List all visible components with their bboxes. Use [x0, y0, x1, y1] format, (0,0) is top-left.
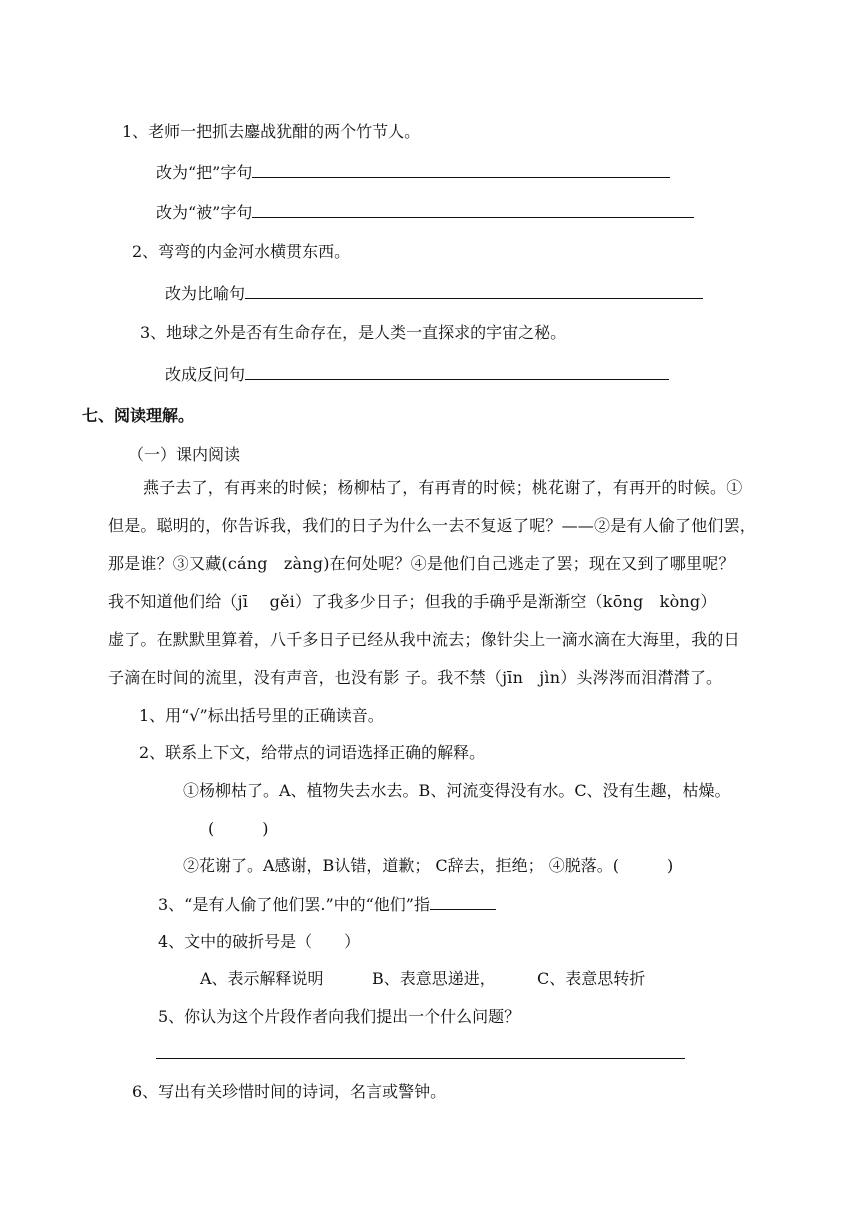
reading-q2-option-a: ①杨柳枯了。A、植物失去水去。B、河流变得没有水。C、没有生趣，枯燥。 [183, 781, 731, 800]
reading-q4: 4、文中的破折号是（ ） [158, 932, 361, 951]
rewrite-q1-ba-blank[interactable] [252, 161, 670, 178]
section7-heading: 七、阅读理解。 [82, 406, 195, 425]
reading-q1: 1、用“√”标出括号里的正确读音。 [139, 706, 384, 725]
rewrite-q2-label: 改为比喻句 [165, 284, 246, 303]
passage-line: 但是。聪明的，你告诉我，我们的日子为什么一去不复返了呢？——②是有人偷了他们罢， [108, 516, 757, 535]
passage-line: 我不知道他们给（jī gěi）了我多少日子；但我的手确乎是渐渐空（kōng kòng） [108, 592, 717, 611]
rewrite-q1-bei-line [156, 201, 694, 224]
reading-q5: 5、你认为这个片段作者向我们提出一个什么问题？ [158, 1007, 521, 1026]
reading-q2-option-b: ②花谢了。A感谢，B认错，道歉； C辞去，拒绝； ④脱落。( ) [183, 856, 674, 875]
reading-q2: 2、联系上下文，给带点的词语选择正确的解释。 [139, 743, 486, 762]
rewrite-q2-text: 2、弯弯的内金河水横贯东西。 [132, 242, 351, 261]
rewrite-q3-text: 3、地球之外是否有生命存在，是人类一直探求的宇宙之秘。 [140, 323, 567, 342]
reading-q5-answer-line[interactable] [156, 1058, 685, 1059]
reading-q4-option-b: B、表意思递进， [372, 969, 496, 988]
rewrite-q2-line [165, 282, 703, 305]
passage-line: 虚了。在默默里算着，八千多日子已经从我中流去；像针尖上一滴水滴在大海里，我的日 [108, 630, 740, 649]
rewrite-q2-blank[interactable] [245, 282, 703, 299]
reading-q3-text: 3、“是有人偷了他们罢.”中的“他们”指 [158, 895, 430, 914]
reading-q4-option-c: C、表意思转折 [537, 969, 646, 988]
rewrite-q1-text: 1、老师一把抓去鏖战犹酣的两个竹节人。 [122, 122, 421, 141]
passage-line: 燕子去了，有再来的时候；杨柳枯了，有再青的时候；桃花谢了，有再开的时候。① [143, 478, 743, 497]
rewrite-q3-line [165, 363, 669, 386]
rewrite-q1-ba-label: 改为“把”字句 [156, 163, 253, 182]
reading-q2-option-a-paren[interactable]: ( ) [208, 819, 269, 838]
reading-q3-line [158, 893, 496, 916]
rewrite-q1-bei-label: 改为“被”字句 [156, 203, 253, 222]
rewrite-q3-blank[interactable] [245, 363, 669, 380]
reading-q6: 6、写出有关珍惜时间的诗词，名言或警钟。 [132, 1082, 447, 1101]
reading-q4-option-a: A、表示解释说明 [200, 969, 324, 988]
section7-subheading: （一）课内阅读 [128, 445, 241, 464]
rewrite-q1-bei-blank[interactable] [252, 201, 694, 218]
reading-q3-blank[interactable] [430, 893, 496, 910]
passage-line: 那是谁？③又藏(cáng zàng)在何处呢？④是他们自己逃走了罢；现在又到了哪里呢？ [108, 554, 735, 573]
rewrite-q1-ba-line [156, 161, 670, 184]
rewrite-q3-label: 改成反问句 [165, 365, 246, 384]
passage-line: 子滴在时间的流里，没有声音，也没有影 子。我不禁（jīn jìn）头涔涔而泪潸潸了。 [108, 668, 723, 687]
